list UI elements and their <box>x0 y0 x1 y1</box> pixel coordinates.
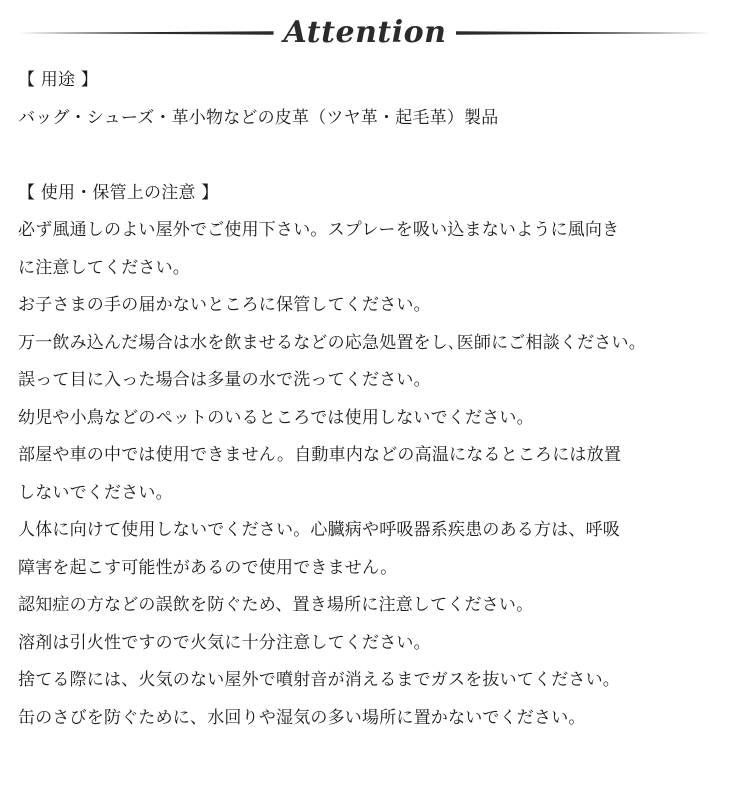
caution-line: お子さまの手の届かないところに保管してください。 <box>18 295 431 315</box>
caution-line: 万一飲み込んだ場合は水を飲ませるなどの応急処置をし､医師にご相談ください。 <box>18 332 646 353</box>
caution-line: しないでください。 <box>18 482 173 503</box>
usage-heading: 【 用途 】 <box>18 70 99 90</box>
attention-header <box>18 12 712 54</box>
caution-line: 幼児や小鳥などのペットのいるところでは使用しないでください。 <box>18 407 534 428</box>
caution-line: 溶剤は引火性ですので火気に十分注意してください。 <box>18 632 431 653</box>
caution-line: 必ず風通しのよい屋外でご使用下さい。スプレーを吸い込まないように風向き <box>18 220 620 240</box>
spacer <box>18 137 718 175</box>
caution-line: 認知症の方などの誤飲を防ぐため、置き場所に注意してください。 <box>18 595 534 615</box>
caution-line: に注意してください。 <box>18 257 190 278</box>
notice-content <box>18 62 718 737</box>
caution-line: 缶のさびを防ぐために、水回りや湿気の多い場所に置かないでください。 <box>18 707 586 728</box>
left-divider <box>18 30 274 36</box>
cautions-heading: 【 使用・保管上の注意 】 <box>18 182 219 203</box>
caution-line: 障害を起こす可能性があるので使用できません。 <box>18 557 398 578</box>
caution-line: 人体に向けて使用しないでください。心臓病や呼吸器系疾患のある方は、呼吸 <box>18 520 620 540</box>
caution-line: 誤って目に入った場合は多量の水で洗ってください。 <box>18 370 431 390</box>
usage-text: バッグ・シューズ・革小物などの皮革（ツヤ革・起毛革）製品 <box>18 107 499 128</box>
caution-line: 捨てる際には、火気のない屋外で噴射音が消えるまでガスを抜いてください。 <box>18 670 620 690</box>
right-divider <box>456 30 712 36</box>
attention-title: Attention <box>283 15 447 50</box>
caution-line: 部屋や車の中では使用できません。自動車内などの高温になるところには放置 <box>18 445 622 465</box>
